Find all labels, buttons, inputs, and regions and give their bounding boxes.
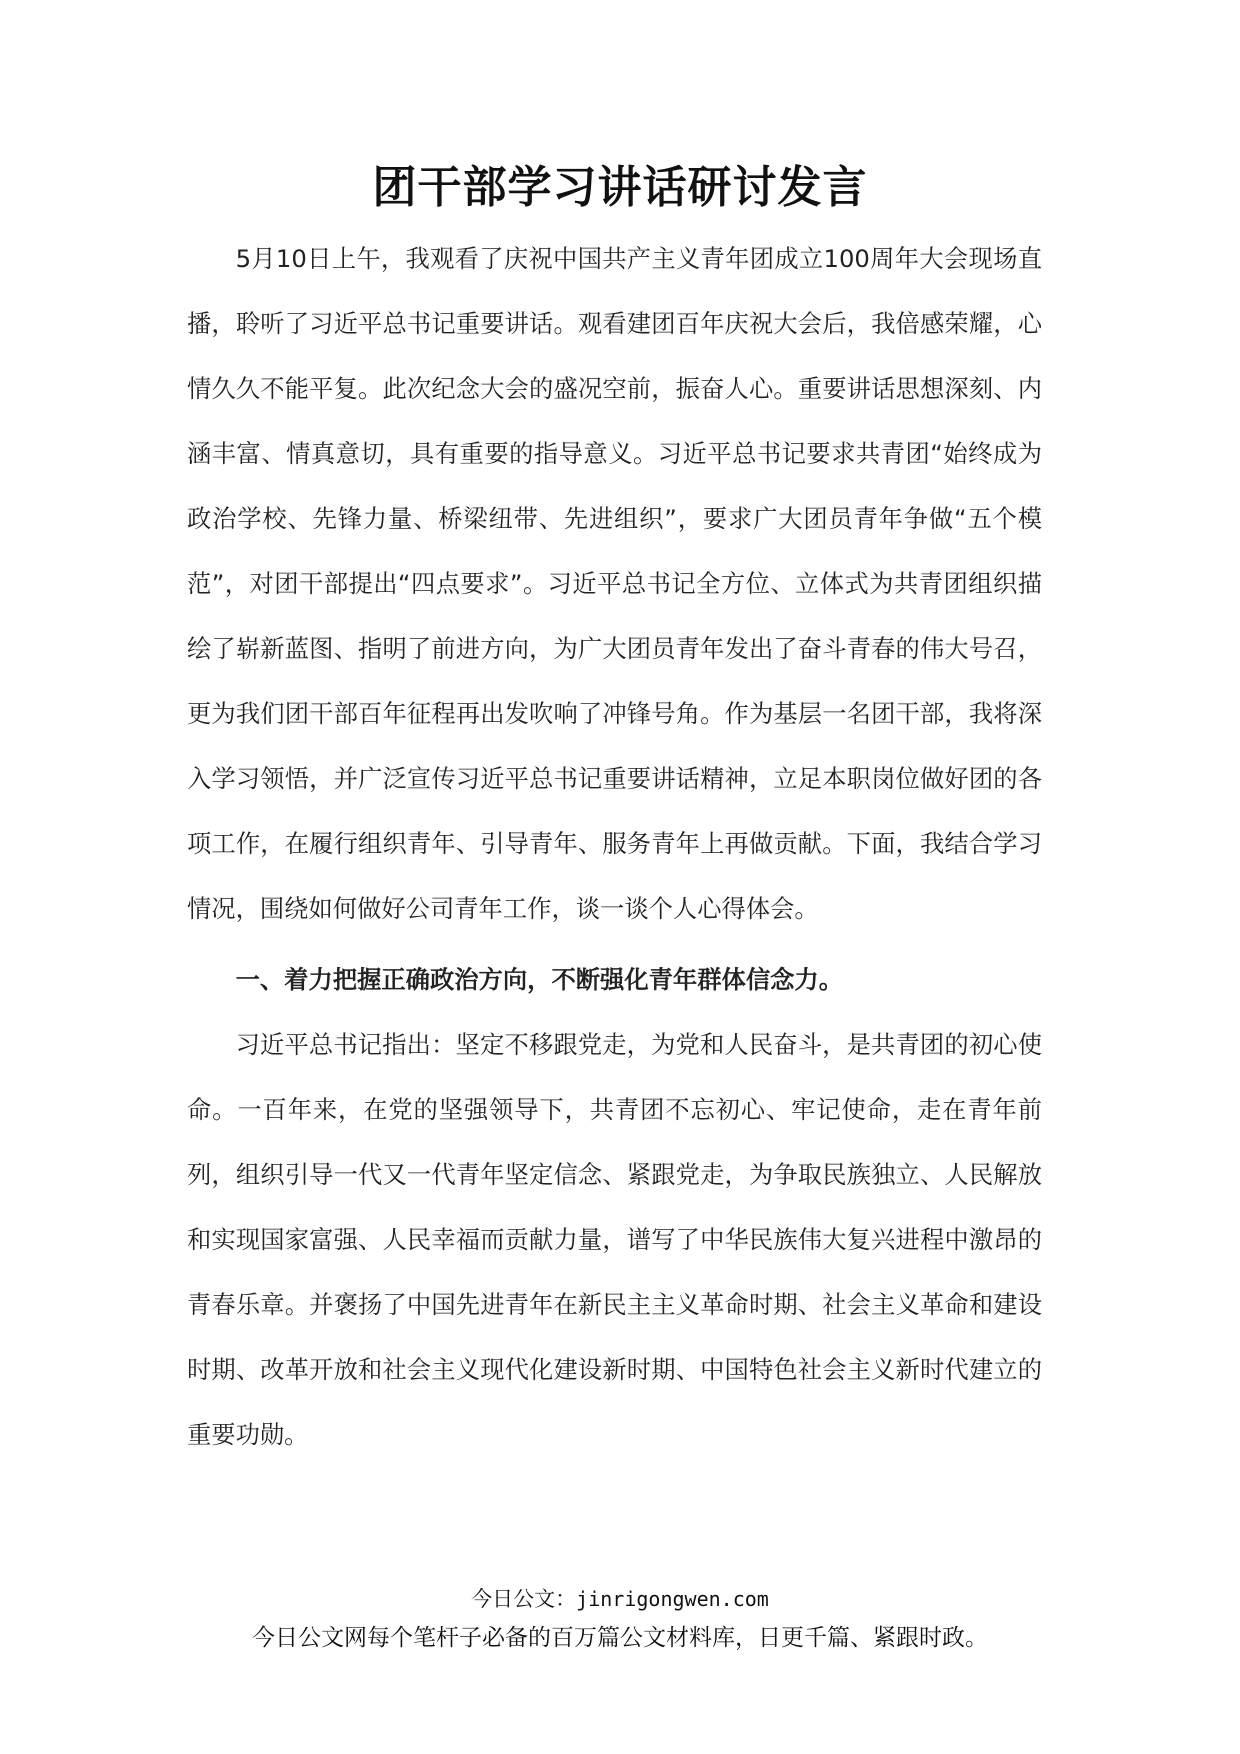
footer-description: 今日公文网每个笔杆子必备的百万篇公文材料库，日更千篇、紧跟时政。 — [252, 1625, 988, 1651]
footer-site-line — [0, 1583, 1240, 1615]
footer-label: 今日公文： — [471, 1587, 577, 1611]
footer-url-link[interactable]: jinrigongwen.com — [576, 1587, 769, 1611]
intro-paragraph: 5月10日上午，我观看了庆祝中国共产主义青年团成立100周年大会现场直播，聆听了习近平总书记重要讲话。观看建团百年庆祝大会后，我倍感荣耀，心情久久不能平复。此次纪念大会的盛况空前，振奋人心。重要讲话思想深刻、内涵丰富、情真意切，具有重要的指导意义。习近平总书记要求共青团“始终成为政治学校、先锋力量、桥梁纽带、先进组织”，要求广大团员青年争做“五个模范”，对团干部提出“四点要求”。习近平总书记全方位、立体式为共青团组织描绘了崭新蓝图、指明了前进方向，为广大团员青年发出了奋斗青春的伟大号召，更为我们团干部百年征程再出发吹响了冲锋号角。作为基层一名团干部，我将深入学习领悟，并广泛宣传习近平总书记重要讲话精神，立足本职岗位做好团的各项工作，在履行组织青年、引导青年、服务青年上再做贡献。下面，我结合学习情况，围绕如何做好公司青年工作，谈一谈个人心得体会。 — [187, 244, 1042, 923]
document-title: 团干部学习讲话研讨发言 — [372, 162, 868, 213]
document-body — [187, 226, 1042, 1467]
section-paragraph: 习近平总书记指出：坚定不移跟党走，为党和人民奋斗，是共青团的初心使命。一百年来，在党的坚强领导下，共青团不忘初心、牢记使命，走在青年前列，组织引导一代又一代青年坚定信念、紧跟党走，为争取民族独立、人民解放和实现国家富强、人民幸福而贡献力量，谱写了中华民族伟大复兴进程中激昂的青春乐章。并褒扬了中国先进青年在新民主主义革命时期、社会主义革命和建设时期、改革开放和社会主义现代化建设新时期、中国特色社会主义新时代建立的重要功勋。 — [187, 1030, 1042, 1449]
section-heading: 一、着力把握正确政治方向，不断强化青年群体信念力。 — [235, 965, 844, 994]
